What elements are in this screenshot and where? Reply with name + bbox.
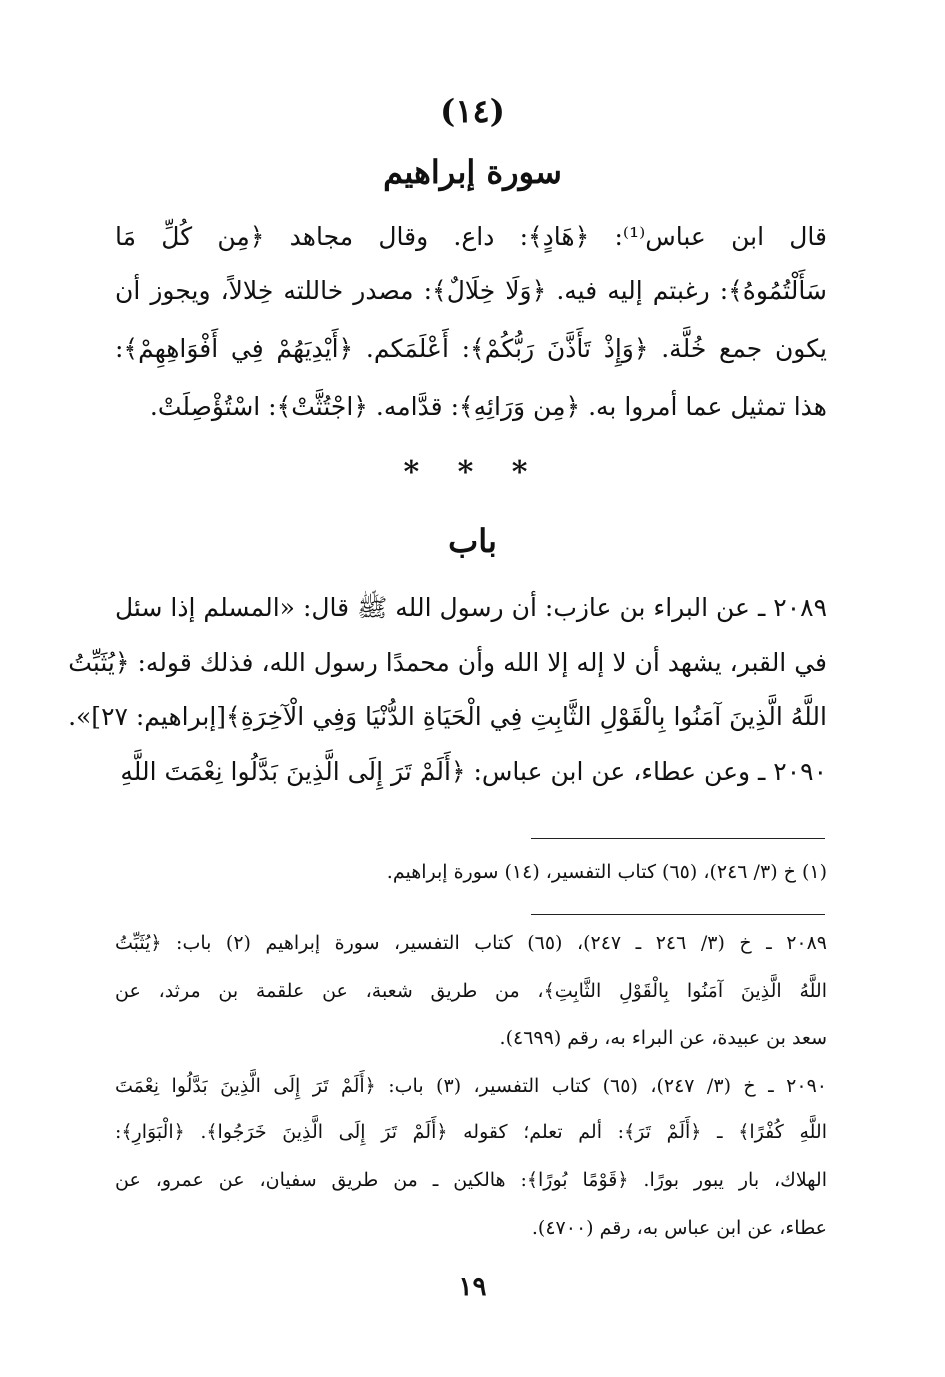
section-separator: * * * xyxy=(403,455,542,490)
footnote-divider xyxy=(531,838,825,839)
hadith-2089-line: اللَّهُ الَّذِينَ آمَنُوا بِالْقَوْلِ الثَّابِتِ فِي الْحَيَاةِ الدُّنْيَا وَفِي الْآخِرَةِ﴾[إبراهيم: ٢٧]». xyxy=(68,702,827,731)
notes-divider xyxy=(531,914,825,915)
note-2090-line: الهلاك، بار يبور بورًا. ﴿قَوْمًا بُورًا﴾: هالكين ـ من طريق سفيان، عن عمرو، عن xyxy=(115,1169,827,1191)
intro-line: هذا تمثيل عما أمروا به. ﴿مِن وَرَائِهِ﴾: قدَّامه. ﴿اجْتُثَّتْ﴾: اسْتُؤْصِلَتْ. xyxy=(149,392,827,421)
footnote-1: (١) خ (٣/ ٢٤٦)، (٦٥) كتاب التفسير، (١٤) سورة إبراهيم. xyxy=(386,861,827,883)
intro-line: سَأَلْتُمُوهُ﴾: رغبتم إليه فيه. ﴿وَلَا خِلَالٌ﴾: مصدر خاللته خِلالاً، ويجوز أن xyxy=(115,276,827,305)
note-2089-line: اللَّهُ الَّذِينَ آمَنُوا بِالْقَوْلِ الثَّابِتِ﴾، من طريق شعبة، عن علقمة بن مرثد، عن xyxy=(115,980,827,1002)
hadith-2089-line: ٢٠٨٩ ـ عن البراء بن عازب: أن رسول الله ﷺ قال: «المسلم إذا سئل xyxy=(115,593,827,622)
hadith-2089-line: في القبر، يشهد أن لا إله إلا الله وأن محمدًا رسول الله، فذلك قوله: ﴿يُثَبِّتُ xyxy=(68,648,827,677)
note-2090-line: عطاء، عن ابن عباس به، رقم (٤٧٠٠). xyxy=(531,1217,827,1239)
note-2089-line: ٢٠٨٩ ـ خ (٣/ ٢٤٦ ـ ٢٤٧)، (٦٥) كتاب التفسير، سورة إبراهيم (٢) باب: ﴿يُثَبِّتُ xyxy=(115,932,828,954)
chapter-number: (١٤) xyxy=(440,92,505,130)
page-number: ١٩ xyxy=(458,1272,487,1302)
note-2090-line: اللَّهِ كُفْرًا﴾ ـ ﴿أَلَمْ تَرَ﴾: ألم تعلم؛ كقوله ﴿أَلَمْ تَرَ إِلَى الَّذِينَ خَرَجُوا﴾. ﴿الْبَوَارِ﴾: xyxy=(115,1121,827,1143)
hadith-2090-line: ٢٠٩٠ ـ وعن عطاء، عن ابن عباس: ﴿أَلَمْ تَرَ إِلَى الَّذِينَ بَدَّلُوا نِعْمَتَ اللَّهِ xyxy=(120,757,827,786)
section-heading-bab: باب xyxy=(448,522,497,560)
intro-line: قال ابن عباس⁽¹⁾: ﴿هَادٍ﴾: داع. وقال مجاهد ﴿مِن كُلِّ مَا xyxy=(115,222,827,251)
note-2090-line: ٢٠٩٠ ـ خ (٣/ ٢٤٧)، (٦٥) كتاب التفسير، (٣) باب: ﴿أَلَمْ تَرَ إِلَى الَّذِينَ بَدَّلُوا نِعْمَتَ xyxy=(115,1075,827,1097)
intro-line: يكون جمع خُلَّة. ﴿وَإِذْ تَأَذَّنَ رَبُّكُمْ﴾: أَعْلَمَكم. ﴿أَيْدِيَهُمْ فِي أَفْوَاهِهِمْ﴾: xyxy=(115,334,827,363)
chapter-title: سورة إبراهيم xyxy=(383,153,562,191)
note-2089-line: سعد بن عبيدة، عن البراء به، رقم (٤٦٩٩). xyxy=(499,1027,827,1049)
